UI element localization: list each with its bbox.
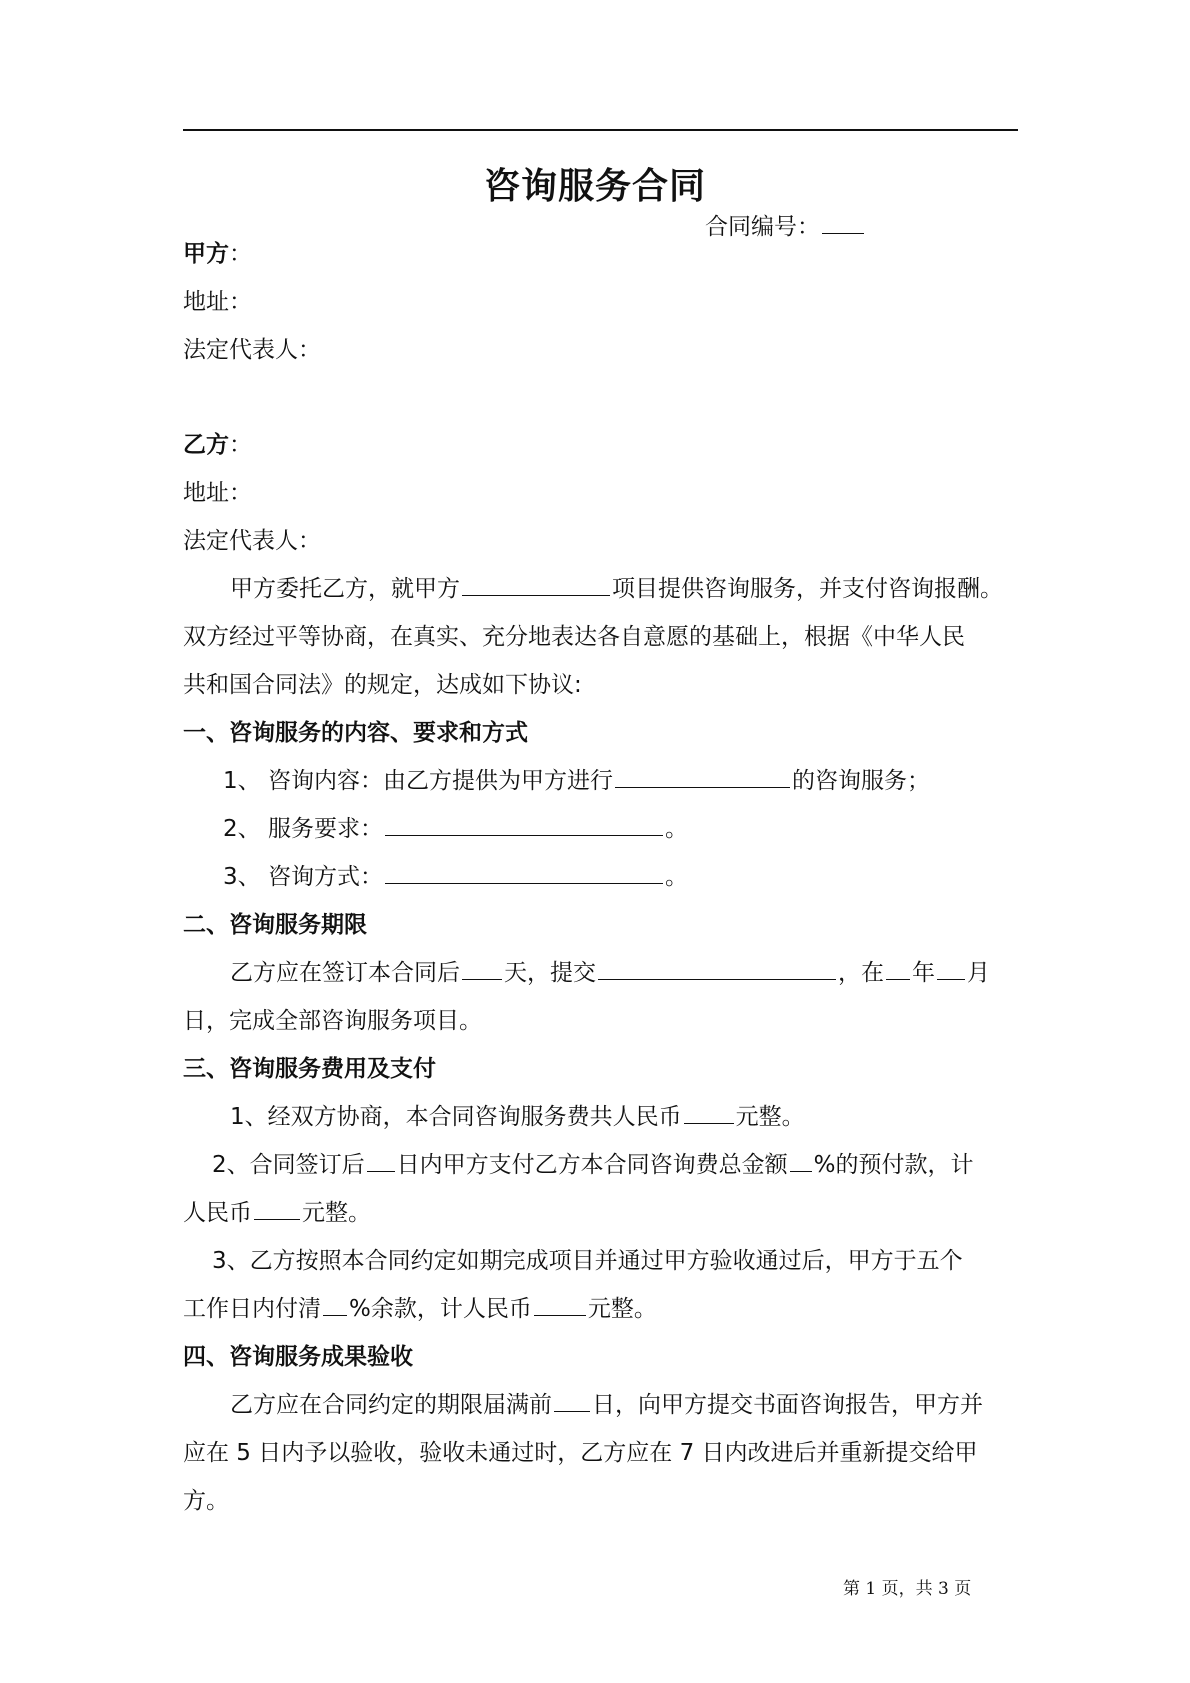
balance-percent-blank	[323, 1293, 347, 1316]
s3-p3-text-b: 工作日内付清	[183, 1296, 321, 1322]
s2-text-a: 乙方应在签订本合同后	[230, 960, 460, 986]
s2-text-c: ，在	[838, 960, 884, 986]
party-a-label: 甲方	[183, 241, 229, 267]
s2-text-d: 年	[912, 960, 935, 986]
s2-text-b: 天，提交	[504, 960, 596, 986]
item-2-text-b: 。	[664, 816, 688, 842]
project-blank	[462, 573, 610, 596]
section-4-line-1	[230, 1389, 983, 1421]
section-2-line-2: 日，完成全部咨询服务项目。	[183, 1008, 482, 1034]
party-a-line	[183, 238, 252, 270]
consult-content-blank	[615, 765, 790, 788]
deliverable-blank	[598, 957, 836, 980]
section-3-para-3: 3、乙方按照本合同约定如期完成项目并通过甲方验收通过后，甲方于五个	[212, 1248, 963, 1274]
contract-number-label: 合同编号：	[705, 214, 820, 240]
section-3-para-3-cont	[183, 1293, 657, 1325]
s3-p3-text-c: %余款，计人民币	[349, 1296, 532, 1322]
party-a-representative: 法定代表人：	[183, 337, 321, 363]
section-4-line-2: 应在 5 日内予以验收，验收未通过时，乙方应在 7 日内改进后并重新提交给甲	[183, 1440, 978, 1466]
intro-text-a: 甲方委托乙方，就甲方	[230, 576, 460, 602]
section-4-line-3: 方。	[183, 1488, 229, 1514]
party-b-line	[183, 429, 252, 461]
prepay-amount-blank	[254, 1197, 300, 1220]
section-3-heading: 三、咨询服务费用及支付	[183, 1056, 436, 1082]
party-a-address: 地址：	[183, 289, 252, 315]
s3-p1-text-b: 元整。	[735, 1104, 805, 1130]
party-b-label: 乙方	[183, 432, 229, 458]
report-days-blank	[554, 1389, 590, 1412]
s3-p1-text-a: 1、经双方协商，本合同咨询服务费共人民币	[230, 1104, 682, 1130]
section-3-para-2	[212, 1149, 974, 1181]
section-1-item-1	[223, 765, 930, 797]
s3-p2-text-a: 2、合同签订后	[212, 1152, 365, 1178]
s4-text-b: 日，向甲方提交书面咨询报告，甲方并	[592, 1392, 983, 1418]
section-4-heading: 四、咨询服务成果验收	[183, 1344, 413, 1370]
page-footer: 第 1 页，共 3 页	[843, 1579, 972, 1599]
prepay-percent-blank	[790, 1149, 812, 1172]
intro-line-1	[230, 573, 1003, 605]
section-1-heading: 一、咨询服务的内容、要求和方式	[183, 720, 528, 746]
s2-text-e: 月	[967, 960, 990, 986]
section-1-item-3	[223, 861, 688, 893]
prepay-days-blank	[367, 1149, 395, 1172]
section-2-heading: 二、咨询服务期限	[183, 912, 367, 938]
intro-line-2: 双方经过平等协商，在真实、充分地表达各自意愿的基础上，根据《中华人民	[183, 624, 965, 650]
intro-text-b: 项目提供咨询服务，并支付咨询报酬。	[612, 576, 1003, 602]
s3-p2-text-c: %的预付款，计	[813, 1152, 974, 1178]
service-requirement-blank	[385, 813, 663, 836]
month-blank	[937, 957, 965, 980]
item-3-text-b: 。	[664, 864, 688, 890]
header-rule	[183, 129, 1018, 131]
section-2-line-1	[230, 957, 990, 989]
party-b-address: 地址：	[183, 480, 252, 506]
party-b-representative: 法定代表人：	[183, 528, 321, 554]
s4-text-a: 乙方应在合同约定的期限届满前	[230, 1392, 552, 1418]
section-3-para-1	[230, 1101, 805, 1133]
s3-p3-text-d: 元整。	[587, 1296, 657, 1322]
s3-p2-text-d: 人民币	[183, 1200, 252, 1226]
consult-method-blank	[385, 861, 663, 884]
party-a-colon: ：	[229, 241, 252, 267]
item-3-text-a: 3、 咨询方式：	[223, 864, 383, 890]
item-2-text-a: 2、 服务要求：	[223, 816, 383, 842]
s3-p2-text-e: 元整。	[302, 1200, 371, 1226]
document-title: 咨询服务合同	[483, 166, 706, 207]
section-3-para-2-cont	[183, 1197, 371, 1229]
item-1-text-b: 的咨询服务；	[791, 768, 930, 794]
contract-number-blank	[822, 211, 864, 234]
year-blank	[886, 957, 910, 980]
intro-line-3: 共和国合同法》的规定，达成如下协议:	[183, 672, 582, 698]
days-blank	[462, 957, 502, 980]
balance-amount-blank	[534, 1293, 586, 1316]
party-b-colon: ：	[229, 432, 252, 458]
item-1-text-a: 1、 咨询内容：由乙方提供为甲方进行	[223, 768, 613, 794]
fee-amount-blank	[684, 1101, 734, 1124]
s3-p2-text-b: 日内甲方支付乙方本合同咨询费总金额	[396, 1152, 788, 1178]
section-1-item-2	[223, 813, 688, 845]
contract-number	[705, 208, 866, 241]
